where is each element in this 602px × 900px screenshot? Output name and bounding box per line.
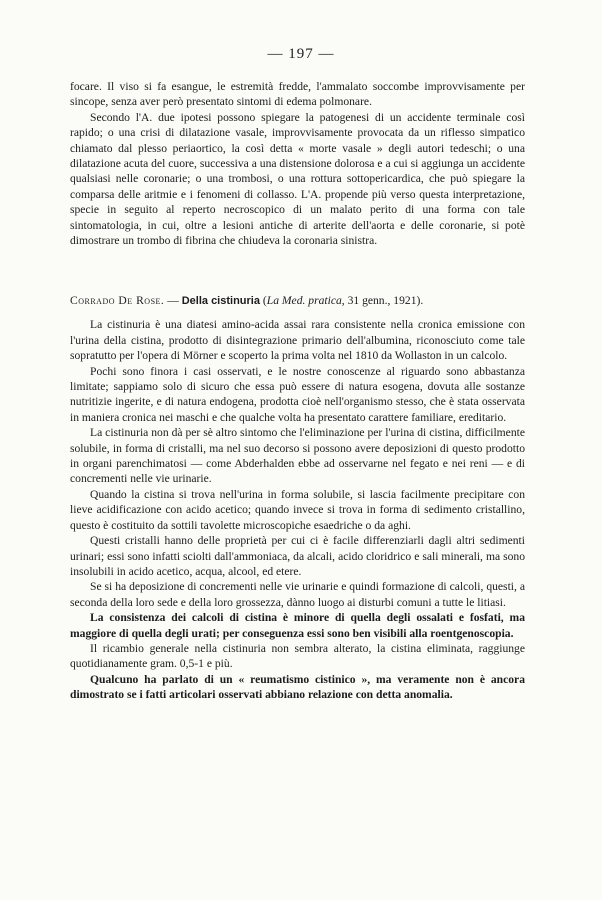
heading-dash: — <box>164 294 182 307</box>
page-number: — 197 — <box>267 46 335 62</box>
article-cistinuria <box>70 293 525 703</box>
continued-article <box>70 79 525 248</box>
journal-name: La Med. pratica <box>266 294 342 307</box>
paragraph: Questi cristalli hanno delle proprietà per cui ci è facile differenziarli dagli altri sedimenti urinari; essi sono infatti sciolti dall'ammoniaca, da alcali, acido cloridrico e sali minerali, ma sono insolubili in acido acetico, acqua, alcool, ed etere. <box>70 534 525 578</box>
paragraph: La consistenza dei calcoli di cistina è minore di quella degli ossalati e fosfati, ma maggiore di quella degli urati; per conseguenza essi sono ben visibili alla roentgenoscopia. <box>70 611 525 640</box>
paragraph: Il ricambio generale nella cistinuria non sembra alterato, la cistina eliminata, raggiunge quotidianamente gram. 0,5-1 e più. <box>70 641 525 671</box>
article-title: Della cistinuria <box>181 295 260 307</box>
article-heading <box>70 293 525 309</box>
paragraph: La cistinuria non dà per sè altro sintomo che l'eliminazione per l'urina di cistina, difficilmente solubile, in forma di cristalli, ma nel suo decorso si possono avere deposizioni di questo prodotto in organi parenchimatosi — come Abderhalden ebbe ad osservarne nel fegato e nei reni — e di concrementi nelle vie urinarie. <box>70 426 525 486</box>
paragraph: Qualcuno ha parlato di un « reumatismo cistinico », ma veramente non è ancora dimostrato se i fatti articolari osservati abbiano relazione con detta anomalia. <box>70 672 525 702</box>
paragraph: Pochi sono finora i casi osservati, e le nostre conoscenze al riguardo sono abbastanza limitate; sappiamo solo di sicuro che essa può essere di natura esogena, dovuta alle sostanze nutritizie ingerite, e di natura endogena, prodotta cioè nell'organismo stesso, che è stata osservata in maniera cronica nei maschi e che qualche volta ha presentato carattere familiare, ereditario. <box>70 364 525 424</box>
article-author: Corrado De Rose. <box>70 294 165 307</box>
paragraph: Quando la cistina si trova nell'urina in forma solubile, si lascia facilmente precipitare con lieve acidificazione con acido acetico; quando invece si trova in forma di sedimento cristallino, questo è costituito da sottili tavolette microscopiche esaedriche o da aghi. <box>70 487 525 532</box>
paragraph: focare. Il viso si fa esangue, le estremità fredde, l'ammalato soccombe improvvisamente per sincope, senza aver però presentato sintomi di edema polmonare. <box>70 80 525 109</box>
citation-open: ( <box>259 294 267 307</box>
paragraph: Secondo l'A. due ipotesi possono spiegare la patogenesi di un accidente terminale così rapido; o una crisi di dilatazione vasale, improvvisamente provocata da un riflesso simpatico chiamato dal plesso periaortico, la così detta « morte vasale » degli autori tedeschi; o una dilatazione acuta del cuore, successiva a una distensione dolorosa e a cui si aggiunga un accidente qualsiasi nelle coronarie; o una trombosi, o una rottura sottopericardica, che può spiegare la comparsa delle aritmie e i fenomeni di collasso. L'A. propende più verso questa interpretazione, specie in seguito al reperto necroscopico di un malato perito di una forma con tale sintomatologia, in cui, oltre a lesioni antiche di arterite dell'aorta e delle coronarie, si potè dimostrare un trombo di fibrina che chiudeva la coronaria sinistra. <box>70 110 525 248</box>
paragraph: La cistinuria è una diatesi amino-acida assai rara consistente nella cronica emissione con l'urina della cistina, prodotto di disintegrazione primario dell'albumina, riconosciuto come tale sopratutto per l'opera di Mörner e scoperto la prima volta nel 1810 da Wollaston in un calcolo. <box>70 318 525 363</box>
paragraph: Se si ha deposizione di concrementi nelle vie urinarie e quindi formazione di calcoli, questi, a seconda della loro sede e della loro grossezza, dànno luogo ai disturbi comuni a tutte le litiasi. <box>70 580 525 609</box>
citation-rest: , 31 genn., 1921). <box>341 294 424 307</box>
